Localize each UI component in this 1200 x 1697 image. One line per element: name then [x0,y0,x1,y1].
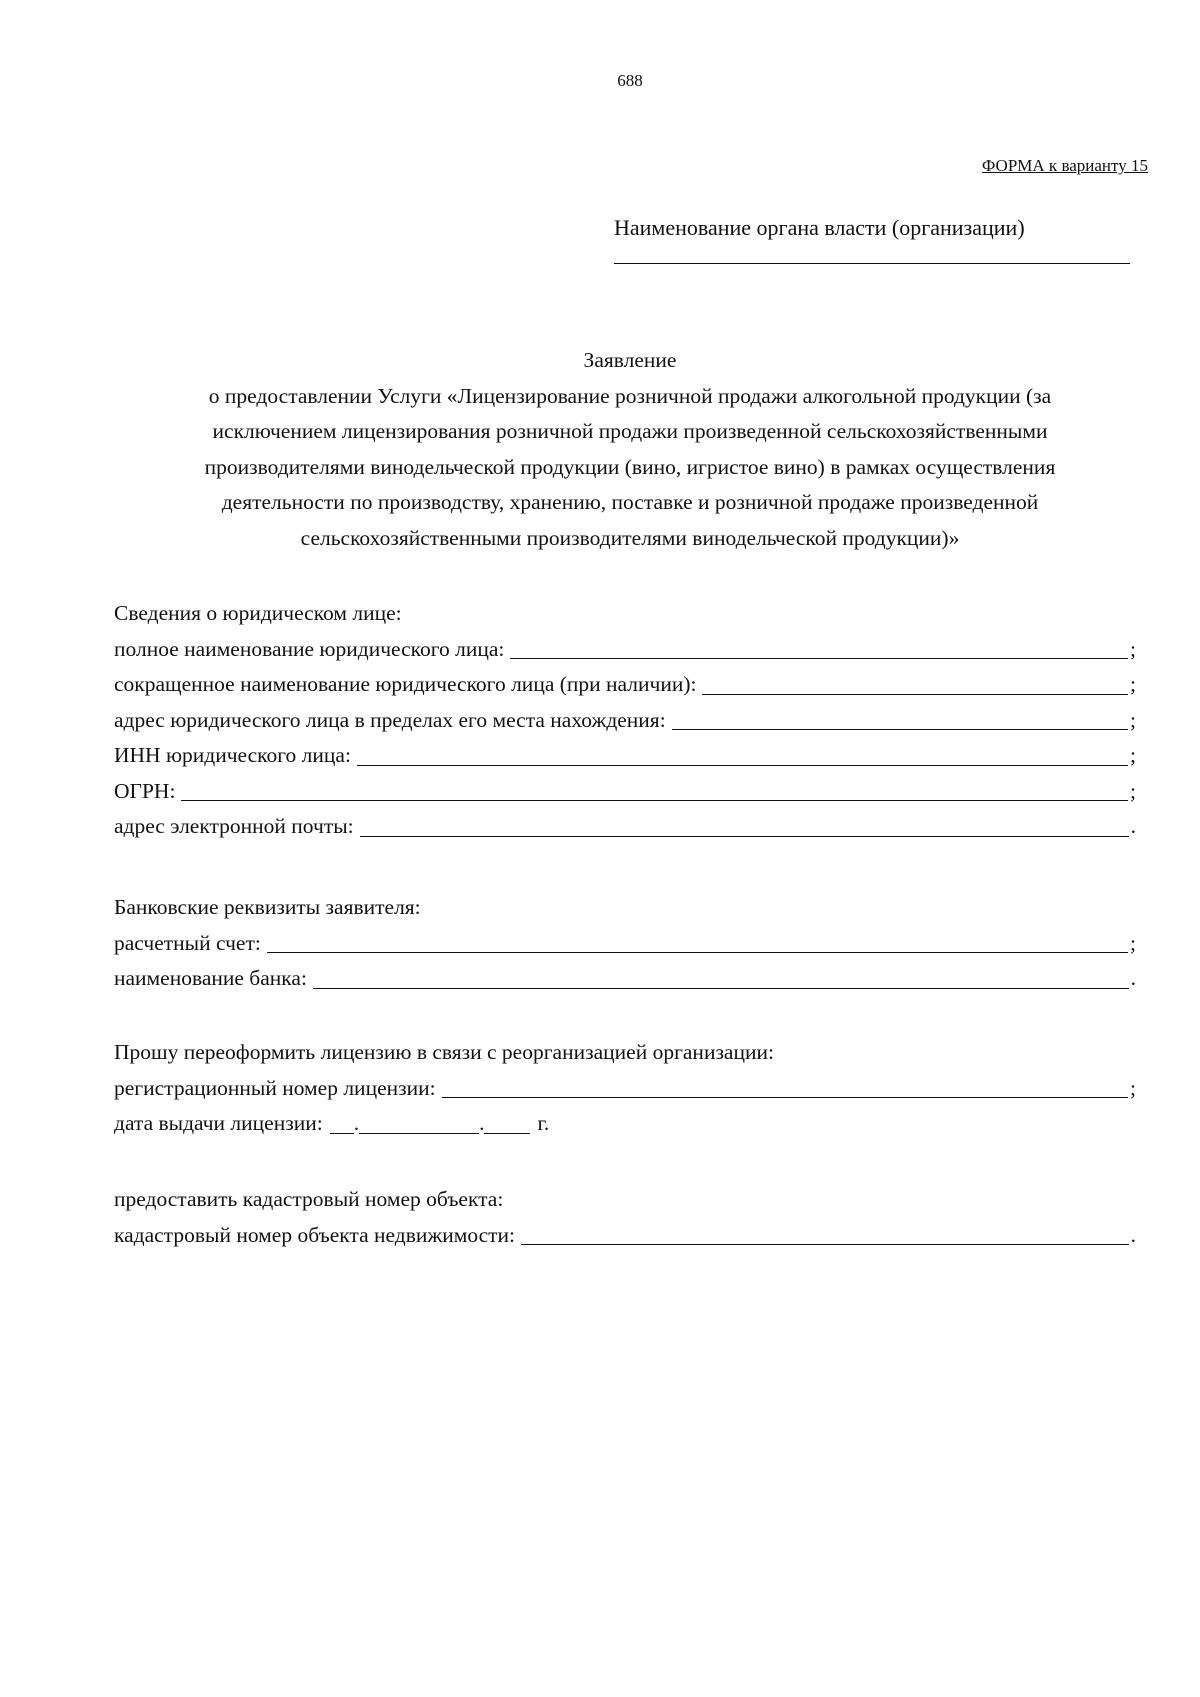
cadastral-section [114,1182,1136,1253]
title-line: деятельности по производству, хранению, поставке и розничной продаже произведенной [221,490,1039,514]
license-number-row [114,1071,1136,1107]
field-end: ; [1130,707,1136,732]
title-line: сельскохозяйственными производителями винодельческой продукции)» [300,525,960,550]
authority-label: Наименование органа власти (организации) [614,215,1025,240]
title-heading: Заявление [583,348,677,372]
account-row [114,926,1136,962]
document-title [130,343,1130,556]
field-label: дата выдачи лицензии: [114,1111,323,1135]
bank-name-field[interactable] [313,987,1129,989]
full-name-field[interactable] [510,657,1128,659]
page-number: 688 [617,71,643,90]
ogrn-field[interactable] [181,799,1128,801]
field-end: ; [1130,1075,1136,1100]
field-label: расчетный счет: [114,930,261,955]
ogrn-row [114,774,1136,810]
inn-row [114,738,1136,774]
date-separator: . [479,1111,485,1135]
field-label: наименование банка: [114,966,307,990]
inn-field[interactable] [357,764,1128,766]
bank-heading: Банковские реквизиты заявителя: [114,895,421,919]
short-name-row [114,667,1136,703]
bank-section [114,890,1136,997]
email-row [114,809,1136,845]
email-field[interactable] [360,835,1129,837]
field-end: . [1130,814,1136,838]
license-day-field[interactable] [330,1132,354,1134]
field-end: . [1130,966,1136,990]
field-label: адрес юридического лица в пределах его места нахождения: [114,707,666,732]
license-date-row [114,1106,1136,1142]
field-label: регистрационный номер лицензии: [114,1075,436,1100]
field-end: ; [1130,672,1136,696]
short-name-field[interactable] [702,693,1128,695]
field-label: ИНН юридического лица: [114,743,351,767]
field-label: ОГРН: [114,778,176,803]
license-section [114,1035,1136,1142]
full-name-row [114,632,1136,668]
address-row [114,703,1136,739]
title-line: о предоставлении Услуги «Лицензирование розничной продажи алкогольной продукции (за [208,383,1052,408]
legal-entity-section [114,596,1136,845]
address-field[interactable] [672,728,1128,730]
field-end: . [1130,1222,1136,1247]
license-number-field[interactable] [442,1096,1128,1098]
field-label: адрес электронной почты: [114,814,354,838]
field-label: полное наименование юридического лица: [114,636,505,661]
title-line: производителями винодельческой продукции (вино, игристое вино) в рамках осуществления [204,454,1056,479]
title-line: исключением лицензирования розничной продажи произведенной сельскохозяйственными [212,419,1048,443]
authority-name-field[interactable] [614,263,1130,264]
field-end: ; [1130,930,1136,955]
date-separator: . [353,1111,360,1135]
year-suffix: г. [537,1111,550,1135]
field-label: сокращенное наименование юридического лица (при наличии): [114,672,697,696]
account-field[interactable] [267,951,1128,953]
license-month-field[interactable] [359,1132,479,1134]
field-end: ; [1130,636,1136,661]
form-reference: ФОРМА к варианту 15 [981,156,1148,175]
cadastral-number-field[interactable] [521,1243,1129,1245]
field-end: ; [1130,778,1136,803]
cadastral-number-row [114,1218,1136,1254]
bank-name-row [114,961,1136,997]
cadastral-heading: предоставить кадастровый номер объекта: [114,1187,504,1211]
field-label: кадастровый номер объекта недвижимости: [114,1222,516,1247]
legal-entity-heading: Сведения о юридическом лице: [114,601,402,625]
license-heading: Прошу переоформить лицензию в связи с реорганизацией организации: [114,1040,774,1064]
license-year-field[interactable] [484,1132,530,1134]
field-end: ; [1130,743,1136,767]
